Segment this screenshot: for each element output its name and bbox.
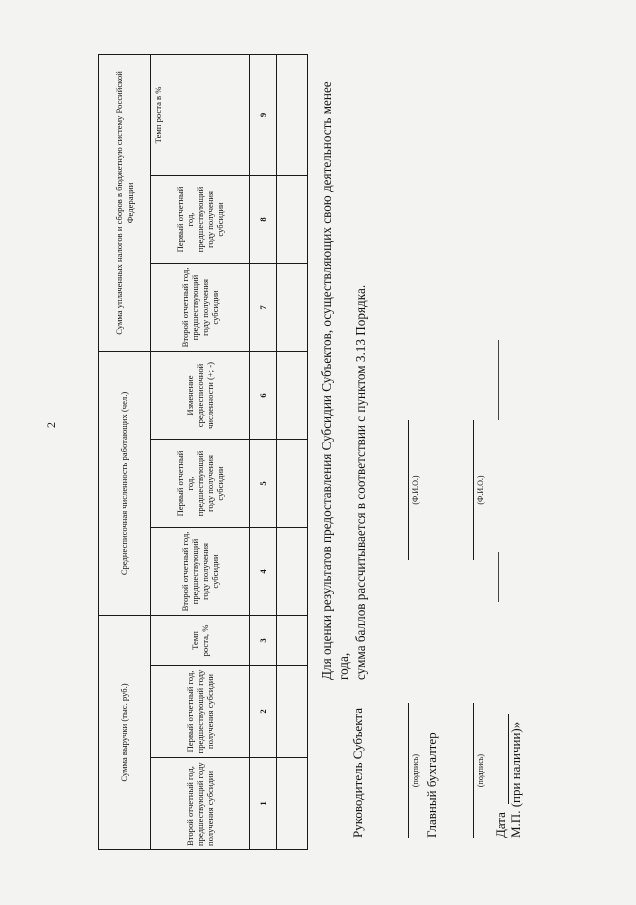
data-cell-empty [277,263,308,351]
stray-mark [498,340,499,420]
data-cell-empty [277,54,308,175]
rotated-page-content [88,40,628,860]
stray-mark [498,552,499,602]
column-number-cell: 5 [250,439,277,527]
subheader-cell: Темп роста, % [151,615,250,665]
subheader-cell: Первый отчетный год, предшествующий году получения субсидии [151,175,250,263]
accountant-name-line[interactable] [473,420,474,560]
data-cell-empty [277,175,308,263]
subheader-cell: Первый отчетный год, предшествующий году получения субсидии [151,666,250,758]
data-cell-empty [277,615,308,665]
head-name-line[interactable] [408,420,409,560]
indicators-table [98,54,308,850]
name-caption: (Ф.И.О.) [476,475,485,505]
subheader-cell: Второй отчетный год, предшествующий году получения субсидии [151,527,250,615]
head-signature-line[interactable] [408,703,409,838]
date-label: Дата [493,812,508,838]
subheader-cell: Темп роста в % [151,54,250,175]
column-number-cell: 3 [250,615,277,665]
group-header-revenue: Сумма выручки (тыс. руб.) [99,615,151,849]
group-header-taxes: Сумма уплаченных налогов и сборов в бюджетную систему Российской Федерации [99,54,151,351]
note-line: сумма баллов рассчитывается в соответствии с пунктом 3.13 Порядка. [353,284,369,680]
accountant-signature-line[interactable] [473,703,474,838]
chief-accountant-label: Главный бухгалтер [424,732,439,838]
signature-caption: (подпись) [476,753,485,788]
column-number-cell: 2 [250,666,277,758]
evaluation-note [318,70,369,680]
note-line: Для оценки результатов предоставления Субсидии Субъектов, осуществляющих свою деятельность менее года, [319,81,352,680]
column-number-cell: 4 [250,527,277,615]
stamp-label: М.П. (при наличии)» [508,721,523,838]
subheader-cell: Первый отчетный год, предшествующий году получения субсидии [151,439,250,527]
page-number: 2 [44,422,58,428]
data-cell-empty [277,666,308,758]
subheader-cell: Второй отчетный год, предшествующий году получения субсидии [151,758,250,850]
column-number-cell: 6 [250,351,277,439]
subheader-cell: Второй отчетный год, предшествующий году получения субсидии [151,263,250,351]
data-cell-empty [277,351,308,439]
head-of-entity-label: Руководитель Субъекта [350,708,365,838]
signature-caption: (подпись) [411,753,420,788]
data-cell-empty [277,527,308,615]
data-cell-empty [277,758,308,850]
name-caption: (Ф.И.О.) [411,475,420,505]
data-cell-empty [277,439,308,527]
column-number-cell: 8 [250,175,277,263]
subheader-cell: Изменение среднесписочной численности (+; -) [151,351,250,439]
column-number-cell: 7 [250,263,277,351]
group-header-headcount: Среднесписочная численность работающих (чел.) [99,351,151,615]
column-number-cell: 9 [250,54,277,175]
column-number-cell: 1 [250,758,277,850]
